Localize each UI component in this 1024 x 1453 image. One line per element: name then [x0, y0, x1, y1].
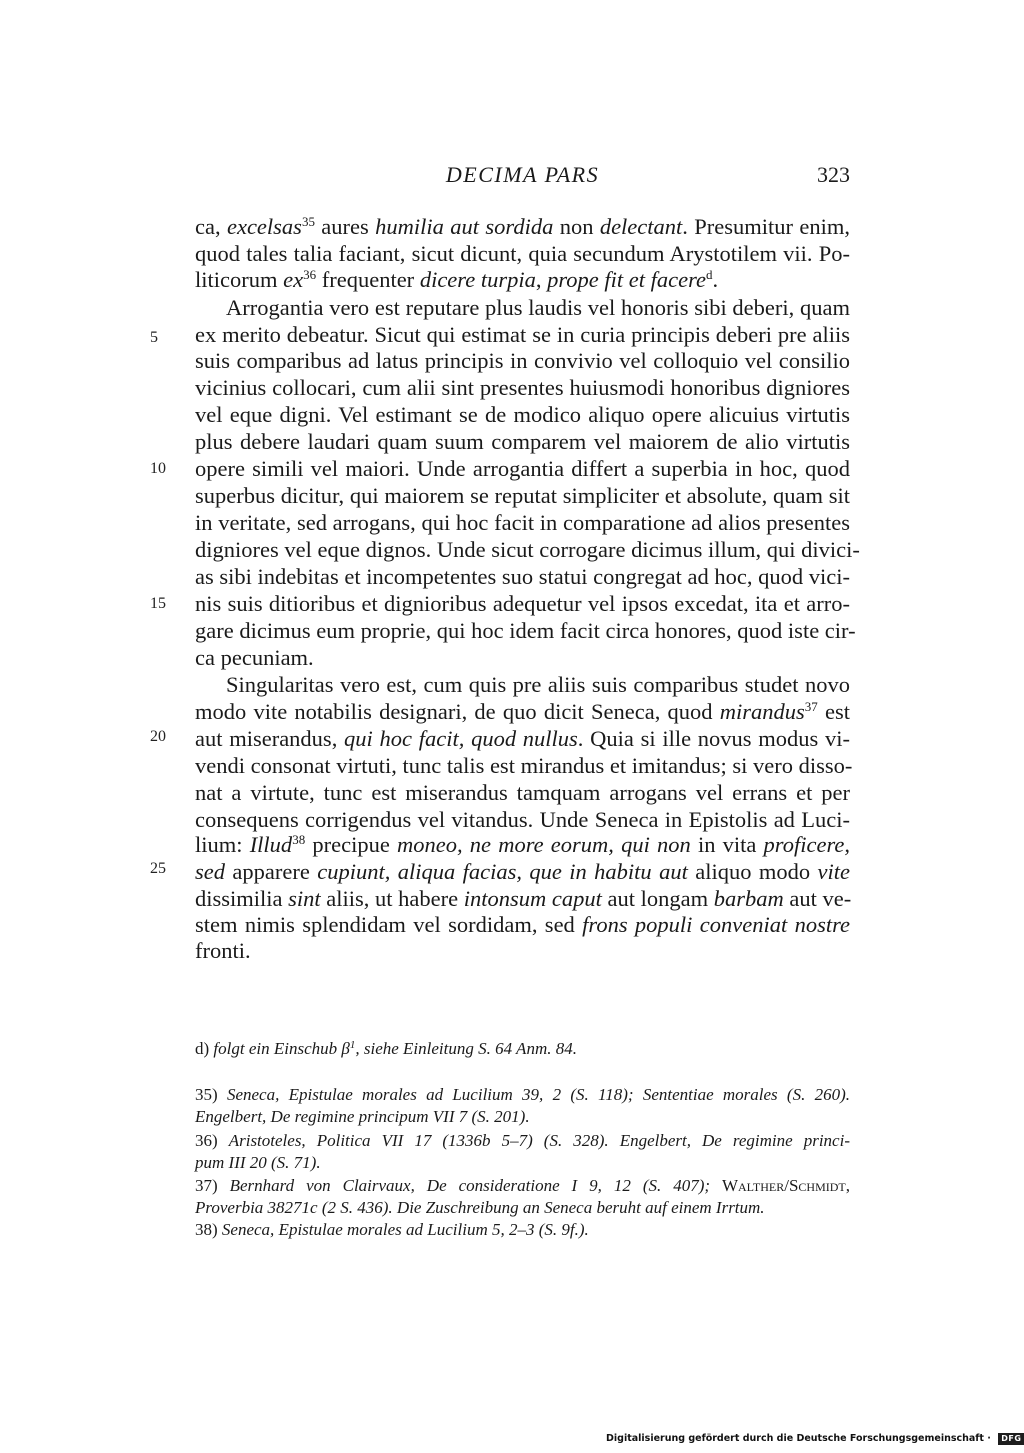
text-line: ex merito debeatur. Sicut qui estimat se in curia principis deberi pre aliis: [195, 322, 850, 347]
footnote-36-cont: [195, 1152, 850, 1174]
footnote-marker: 36): [195, 1131, 218, 1150]
text-line: modo vite notabilis designari, de quo dicit Seneca, quod mirandus$^{37}$ est: [195, 699, 850, 724]
text-line: ca, excelsas$^{35}$ aures humilia aut sordida non delectant. Presumitur enim,: [195, 214, 850, 239]
text-line: superbus dicitur, qui maiorem se reputat simpliciter et absolute, quam sit: [195, 483, 850, 508]
footnote-text: folgt ein Einschub β: [213, 1039, 350, 1058]
footnote-text: Proverbia 38271c (2 S. 436). Die Zuschreibung an Seneca beruht auf einem Irrtum.: [195, 1198, 765, 1217]
footnote-text: Seneca, Epistulae morales ad Lucilium 5, 2–3 (S. 9f.).: [221, 1220, 589, 1239]
footnote-38: [195, 1219, 850, 1241]
footnote-35-cont: [195, 1106, 850, 1128]
text-line: quod tales talia faciant, sicut dicunt, quia secundum Arystotilem vii. Po-: [195, 241, 850, 266]
text-line: aut miserandus, qui hoc facit, quod nullus. Quia si ille novus modus vi-: [195, 726, 850, 751]
text-line: vendi consonat virtuti, tunc talis est mirandus et imitandus; si vero disso-: [195, 753, 853, 778]
text-line: ca pecuniam.: [195, 645, 314, 670]
running-title: DECIMA PARS: [445, 162, 600, 187]
footnote-36: [195, 1130, 850, 1152]
footnote-author-smallcaps: Walther/Schmidt,: [721, 1176, 850, 1195]
page-number: 323: [817, 162, 850, 187]
text-line: gare dicimus eum proprie, qui hoc idem facit circa honores, quod iste cir-: [195, 618, 856, 643]
text-line: vel eque digni. Vel estimant se de modico aliquo opere alicuius virtutis: [195, 402, 850, 427]
text-line: fronti.: [195, 938, 251, 963]
footnote-35: [195, 1084, 850, 1106]
line-number-20: 20: [150, 728, 166, 745]
line-number-10: 10: [150, 460, 166, 477]
dfg-logo: DFG: [998, 1433, 1024, 1445]
footnote-d: [195, 1038, 850, 1060]
text-line: sed apparere cupiunt, aliqua facias, que in habitu aut aliquo modo vite: [195, 859, 851, 884]
text-line: stem nimis splendidam vel sordidam, sed frons populi conveniat nostre: [195, 912, 850, 937]
footnote-marker: d): [195, 1039, 210, 1058]
footnote-sup: 1: [349, 1039, 356, 1051]
footnote-marker: 35): [195, 1085, 218, 1104]
line-number-25: 25: [150, 860, 166, 877]
footnote-37: [195, 1175, 850, 1197]
text-line: consequens corrigendus vel vitandus. Unde Seneca in Epistolis ad Luci-: [195, 807, 850, 832]
line-number-15: 15: [150, 595, 166, 612]
text-line: digniores vel eque dignos. Unde sicut corrogare dicimus illum, qui divici-: [195, 537, 860, 562]
funding-notice: [606, 1431, 1024, 1447]
text-line: nis suis ditioribus et dignioribus adequetur vel ipsos excedat, ita et arro-: [195, 591, 850, 616]
text-line: vicinius collocari, cum alii sint presentes huiusmodi honoribus digniores: [195, 375, 850, 400]
text-line: in veritate, sed arrogans, qui hoc facit in comparatione ad alios presentes: [195, 510, 850, 535]
text-line: opere simili vel maiori. Unde arrogantia differt a superbia in hoc, quod: [195, 456, 850, 481]
text-line: liticorum $ex^{36}$ frequenter dicere turpia, prope fit et facere$^d$.: [195, 267, 719, 292]
footnote-marker: 38): [195, 1220, 218, 1239]
footnote-text: Aristoteles, Politica VII 17 (1336b 5–7) (S. 328). Engelbert, De regimine princi-: [228, 1131, 850, 1150]
text-line: plus debere laudari quam suum comparem vel maiorem de alio virtutis: [195, 429, 850, 454]
footnote-text: Seneca, Epistulae morales ad Lucilium 39, 2 (S. 118); Sententiae morales (S. 260).: [226, 1085, 851, 1104]
line-number-5: 5: [150, 329, 158, 346]
text-line: Arrogantia vero est reputare plus laudis vel honoris sibi deberi, quam: [226, 295, 850, 320]
text-line: lium: Illud$^{38}$ precipue moneo, ne more eorum, qui non in vita proficere,: [195, 832, 850, 857]
text-line: Singularitas vero est, cum quis pre aliis suis comparibus studet novo: [226, 672, 850, 697]
text-line: as sibi indebitas et incompetentes suo statui congregat ad hoc, quod vici-: [195, 564, 850, 589]
text-line: suis comparibus ad latus principis in convivio vel colloquio vel consilio: [195, 348, 850, 373]
funding-text: Digitalisierung gefördert durch die Deutsche Forschungsgemeinschaft ·: [606, 1433, 991, 1444]
text-line: nat a virtute, tunc est miserandus tamquam arrogans vel errans et per: [195, 780, 850, 805]
footnote-marker: 37): [195, 1176, 218, 1195]
footnote-text: , siehe Einleitung S. 64 Anm. 84.: [355, 1039, 577, 1058]
text-line: dissimilia sint aliis, ut habere intonsum caput aut longam barbam aut ve-: [195, 886, 852, 911]
footnote-text: Engelbert, De regimine principum VII 7 (S. 201).: [195, 1107, 530, 1126]
running-header: [195, 162, 850, 192]
footnote-text: pum III 20 (S. 71).: [195, 1153, 321, 1172]
footnote-text: Bernhard von Clairvaux, De consideratione I 9, 12 (S. 407);: [229, 1176, 711, 1195]
footnote-37-cont: [195, 1197, 850, 1219]
